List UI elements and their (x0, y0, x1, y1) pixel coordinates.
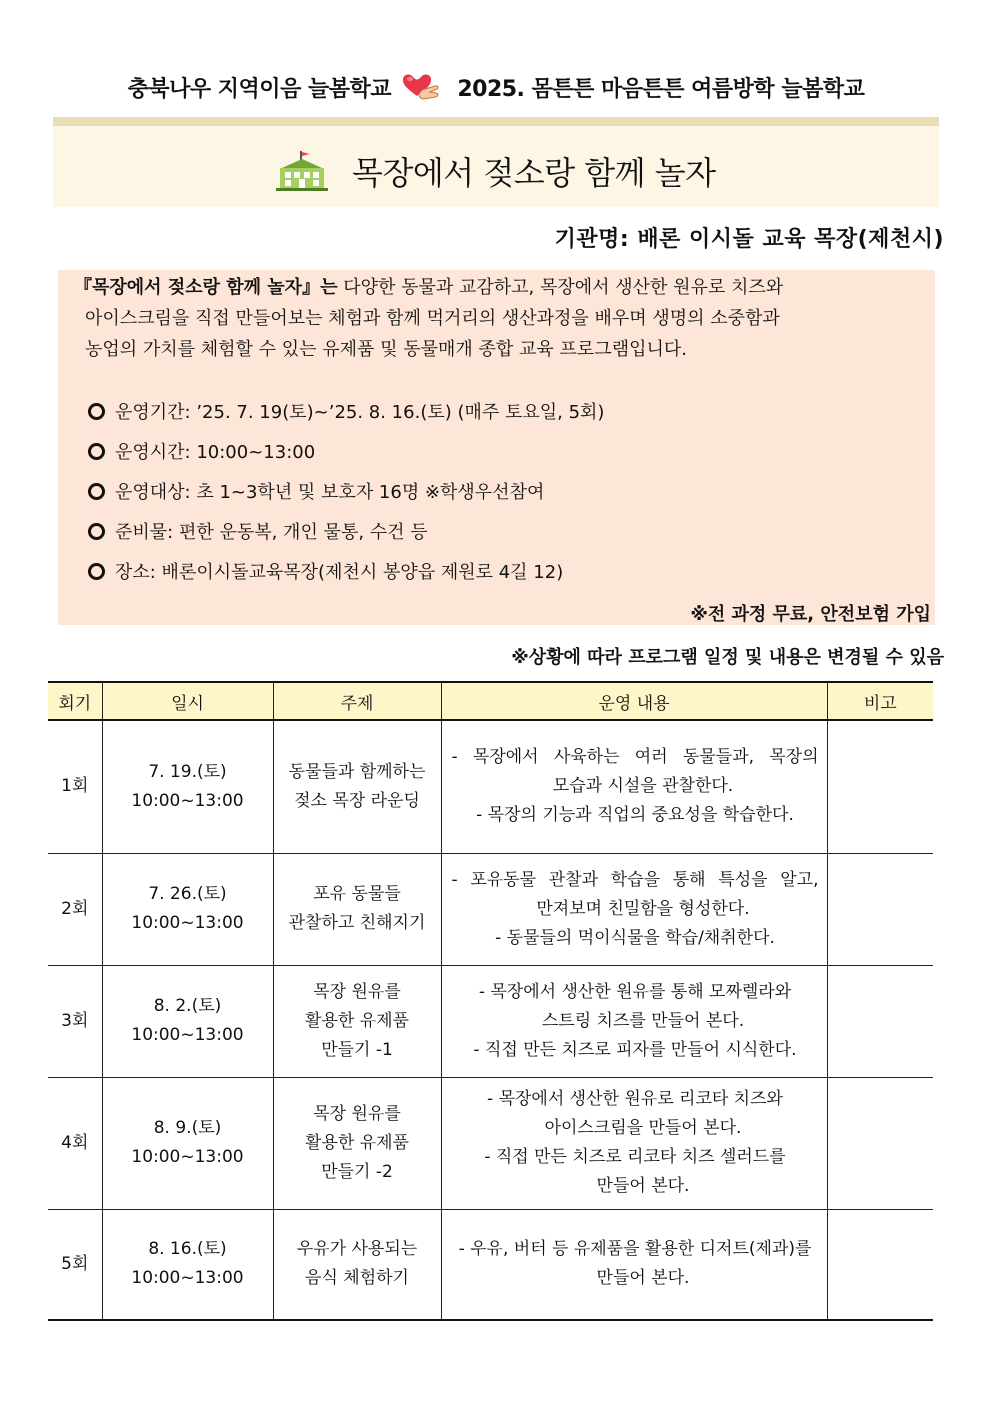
info-item: 운영시간: 10:00~13:00 (88, 439, 604, 479)
content-cell: - 우유, 버터 등 유제품을 활용한 디저트(제과)를 만들어 본다. (441, 1209, 827, 1320)
school-icon (276, 151, 328, 199)
datetime-cell: 8. 2.(토) 10:00~13:00 (102, 965, 273, 1077)
table-row (48, 853, 933, 965)
intro-line3: 농업의 가치를 체험할 수 있는 유제품 및 동물매개 종합 교육 프로그램입니다. (85, 339, 687, 360)
topic-cell: 동물들과 함께하는 젖소 목장 라운딩 (273, 720, 441, 853)
datetime-cell: 7. 26.(토) 10:00~13:00 (102, 853, 273, 965)
circle-bullet-icon (88, 523, 105, 540)
topic-cell: 목장 원유를 활용한 유제품 만들기 -2 (273, 1077, 441, 1209)
intro-line2: 아이스크림을 직접 만들어보는 체험과 함께 먹거리의 생산과정을 배우며 생명의 소중함과 (85, 308, 780, 329)
table-header-row (48, 682, 933, 720)
table-row (48, 1209, 933, 1320)
institution-name: 기관명: 배론 이시돌 교육 목장(제천시) (554, 227, 944, 252)
page-title: 목장에서 젖소랑 함께 놀자 (352, 154, 716, 192)
page-header (0, 72, 992, 108)
change-note: ※상황에 따라 프로그램 일정 및 내용은 변경될 수 있음 (511, 647, 944, 668)
table-row (48, 965, 933, 1077)
header-org-program: 충북나우 지역이음 늘봄학교 (127, 77, 391, 102)
intro-lead: 『목장에서 젖소랑 함께 놀자』는 (74, 277, 338, 298)
header-content: 운영 내용 (441, 682, 827, 720)
table-row (48, 1077, 933, 1209)
free-note: ※전 과정 무료, 안전보험 가입 (690, 604, 931, 625)
note-cell (827, 1209, 933, 1320)
info-item: 운영대상: 초 1~3학년 및 보호자 16명 ※학생우선참여 (88, 479, 604, 519)
content-cell: - 목장에서 생산한 원유를 통해 모짜렐라와 스트링 치즈를 만들어 본다. - 직접 만든 치즈로 피자를 만들어 시식한다. (441, 965, 827, 1077)
header-note: 비고 (827, 682, 933, 720)
topic-cell: 우유가 사용되는 음식 체험하기 (273, 1209, 441, 1320)
header-session: 회기 (48, 682, 102, 720)
title-band (53, 117, 939, 207)
info-list (88, 399, 604, 599)
schedule-table (48, 681, 933, 1321)
session-cell: 5회 (48, 1209, 102, 1320)
header-datetime: 일시 (102, 682, 273, 720)
session-cell: 3회 (48, 965, 102, 1077)
circle-bullet-icon (88, 403, 105, 420)
table-row (48, 720, 933, 853)
circle-bullet-icon (88, 443, 105, 460)
note-cell (827, 853, 933, 965)
topic-cell: 포유 동물들 관찰하고 친해지기 (273, 853, 441, 965)
info-item: 준비물: 편한 운동복, 개인 물통, 수건 등 (88, 519, 604, 559)
circle-bullet-icon (88, 563, 105, 580)
note-cell (827, 1077, 933, 1209)
intro-line1: 다양한 동물과 교감하고, 목장에서 생산한 원유로 치즈와 (337, 277, 784, 298)
note-cell (827, 965, 933, 1077)
circle-bullet-icon (88, 483, 105, 500)
header-topic: 주제 (273, 682, 441, 720)
heart-hand-icon (402, 72, 440, 108)
note-cell (827, 720, 933, 853)
session-cell: 1회 (48, 720, 102, 853)
header-program-title: 2025. 몸튼튼 마음튼튼 여름방학 늘봄학교 (457, 77, 865, 102)
intro-text (74, 272, 904, 365)
session-cell: 4회 (48, 1077, 102, 1209)
content-cell: - 포유동물 관찰과 학습을 통해 특성을 알고, 만져보며 친밀함을 형성한다. - 동물들의 먹이식물을 학습/채취한다. (441, 853, 827, 965)
info-item: 장소: 배론이시돌교육목장(제천시 봉양읍 제원로 4길 12) (88, 559, 604, 599)
content-cell: - 목장에서 생산한 원유로 리코타 치즈와 아이스크림을 만들어 본다. - 직접 만든 치즈로 리코타 치즈 셀러드를 만들어 본다. (441, 1077, 827, 1209)
datetime-cell: 7. 19.(토) 10:00~13:00 (102, 720, 273, 853)
topic-cell: 목장 원유를 활용한 유제품 만들기 -1 (273, 965, 441, 1077)
info-item: 운영기간: ’25. 7. 19(토)~’25. 8. 16.(토) (매주 토요일, 5회) (88, 399, 604, 439)
datetime-cell: 8. 9.(토) 10:00~13:00 (102, 1077, 273, 1209)
content-cell: - 목장에서 사육하는 여러 동물들과, 목장의 모습과 시설을 관찰한다. - 목장의 기능과 직업의 중요성을 학습한다. (441, 720, 827, 853)
datetime-cell: 8. 16.(토) 10:00~13:00 (102, 1209, 273, 1320)
intro-box (58, 270, 935, 625)
session-cell: 2회 (48, 853, 102, 965)
